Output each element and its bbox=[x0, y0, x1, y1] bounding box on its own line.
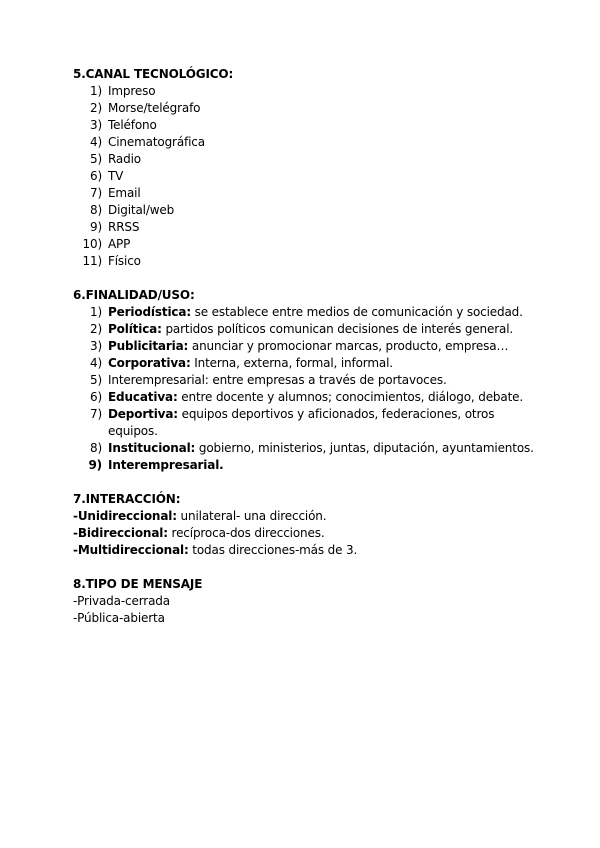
list-item: 9) RRSS bbox=[89, 220, 140, 234]
list-item: 9) Interempresarial. bbox=[88, 458, 224, 472]
list-item: 7) Deportiva: equipos deportivos y aficionados, federaciones, otros equipos. bbox=[89, 407, 495, 438]
list-item: 10) APP bbox=[82, 237, 131, 251]
section-heading: 5.CANAL TECNOLÓGICO: bbox=[73, 67, 234, 81]
list-item: 5) Interempresarial: entre empresas a través de portavoces. bbox=[89, 373, 447, 387]
message-type-line: -Privada-cerrada bbox=[73, 594, 170, 608]
list-item: 3) Publicitaria: anunciar y promocionar marcas, producto, empresa… bbox=[89, 339, 509, 353]
list-item: 1) Impreso bbox=[89, 84, 156, 98]
list-item: 2) Morse/telégrafo bbox=[89, 101, 201, 115]
section-tipo-mensaje bbox=[73, 576, 543, 627]
section-heading: 6.FINALIDAD/USO: bbox=[73, 288, 195, 302]
list-item: 6) TV bbox=[89, 169, 124, 183]
list-item: 1) Periodística: se establece entre medios de comunicación y sociedad. bbox=[89, 305, 523, 319]
list-item: 4) Cinematográfica bbox=[89, 135, 205, 149]
list-item: 2) Política: partidos políticos comunican decisiones de interés general. bbox=[89, 322, 514, 336]
canal-list bbox=[73, 83, 543, 270]
list-item: 7) Email bbox=[89, 186, 141, 200]
section-finalidad-uso bbox=[73, 287, 543, 474]
section-heading: 7.INTERACCIÓN: bbox=[73, 492, 181, 506]
list-item: 3) Teléfono bbox=[89, 118, 157, 132]
message-type-line: -Pública-abierta bbox=[73, 611, 165, 625]
section-heading: 8.TIPO DE MENSAJE bbox=[73, 577, 203, 591]
document-content bbox=[73, 66, 543, 644]
interaction-line: -Unidireccional: unilateral- una dirección. bbox=[73, 509, 327, 523]
list-item: 8) Institucional: gobierno, ministerios, juntas, diputación, ayuntamientos. bbox=[89, 441, 534, 455]
finalidad-list bbox=[73, 304, 543, 474]
interaction-line: -Multidireccional: todas direcciones-más de 3. bbox=[73, 543, 358, 557]
list-item: 6) Educativa: entre docente y alumnos; conocimientos, diálogo, debate. bbox=[89, 390, 524, 404]
list-item: 11) Físico bbox=[82, 254, 141, 268]
section-interaccion bbox=[73, 491, 543, 559]
list-item: 4) Corporativa: Interna, externa, formal, informal. bbox=[89, 356, 393, 370]
list-item: 5) Radio bbox=[89, 152, 141, 166]
list-item: 8) Digital/web bbox=[89, 203, 175, 217]
interaction-line: -Bidireccional: recíproca-dos direcciones. bbox=[73, 526, 325, 540]
section-canal-tecnologico bbox=[73, 66, 543, 270]
